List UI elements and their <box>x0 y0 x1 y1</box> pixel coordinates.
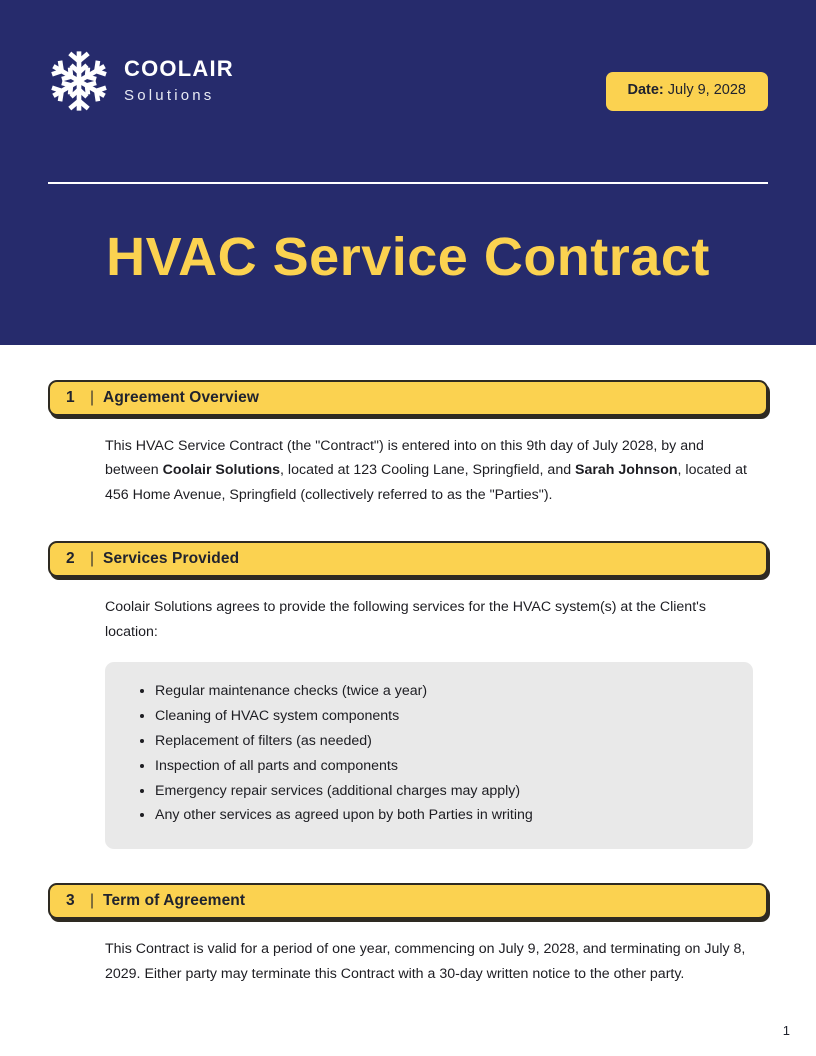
page-number: 1 <box>782 1023 790 1038</box>
list-item: • Any other services as agreed upon by both Parties in writing <box>155 804 727 829</box>
section-number: 3 <box>66 892 75 910</box>
brand-text <box>124 52 234 108</box>
section-agreement-overview <box>48 380 768 507</box>
section-header <box>48 883 768 919</box>
date-value: July 9, 2028 <box>667 82 746 98</box>
section-number: 2 <box>66 550 75 568</box>
services-list <box>131 680 727 829</box>
list-item: • Replacement of filters (as needed) <box>155 730 727 755</box>
section-term-of-agreement <box>48 883 768 986</box>
section-separator: | <box>90 892 95 910</box>
section-paragraph: This Contract is valid for a period of one year, commencing on July 9, 2028, and terminating on July 8, 2029. Either party may terminate this Contract with a 30-day written notice to the other party. <box>105 941 746 982</box>
page-title: HVAC Service Contract <box>106 227 710 287</box>
brand-name: COOLAIR <box>124 56 234 82</box>
document-body <box>0 380 816 986</box>
party-company-name: Coolair Solutions <box>162 462 281 479</box>
brand-logo <box>48 48 234 112</box>
snowflake-icon <box>48 50 110 112</box>
document-header <box>0 0 816 345</box>
list-item: • Emergency repair services (additional charges may apply) <box>155 780 727 805</box>
brand-subtitle: Solutions <box>124 87 215 105</box>
date-label: Date: <box>627 82 664 98</box>
header-divider <box>48 182 768 184</box>
header-top-bar <box>0 0 816 112</box>
date-badge <box>606 72 769 111</box>
paragraph-text: , located at 456 Home Avenue, Springfield (collectively referred to as the "Parties"). <box>105 462 747 503</box>
section-header <box>48 380 768 416</box>
list-item: • Inspection of all parts and components <box>155 755 727 780</box>
list-item: • Regular maintenance checks (twice a year) <box>155 680 727 705</box>
section-intro-paragraph: Coolair Solutions agrees to provide the following services for the HVAC system(s) at the Client's location: <box>105 599 706 640</box>
paragraph-text: This HVAC Service Contract (the "Contract") is entered into on this 9th day of July 2028, by and between <box>105 438 704 479</box>
section-title: Services Provided <box>103 550 240 568</box>
section-paragraph <box>105 434 753 507</box>
section-title: Term of Agreement <box>103 892 246 910</box>
section-services-provided <box>48 541 768 849</box>
paragraph-text: , located at 123 Cooling Lane, Springfield, and <box>280 462 576 479</box>
services-list-box <box>105 662 753 849</box>
section-title: Agreement Overview <box>103 389 260 406</box>
section-number: 1 <box>66 389 75 406</box>
section-header <box>48 541 768 577</box>
party-client-name: Sarah Johnson <box>575 462 678 479</box>
section-separator: | <box>90 389 95 406</box>
list-item: • Cleaning of HVAC system components <box>155 705 727 730</box>
section-separator: | <box>90 550 95 568</box>
